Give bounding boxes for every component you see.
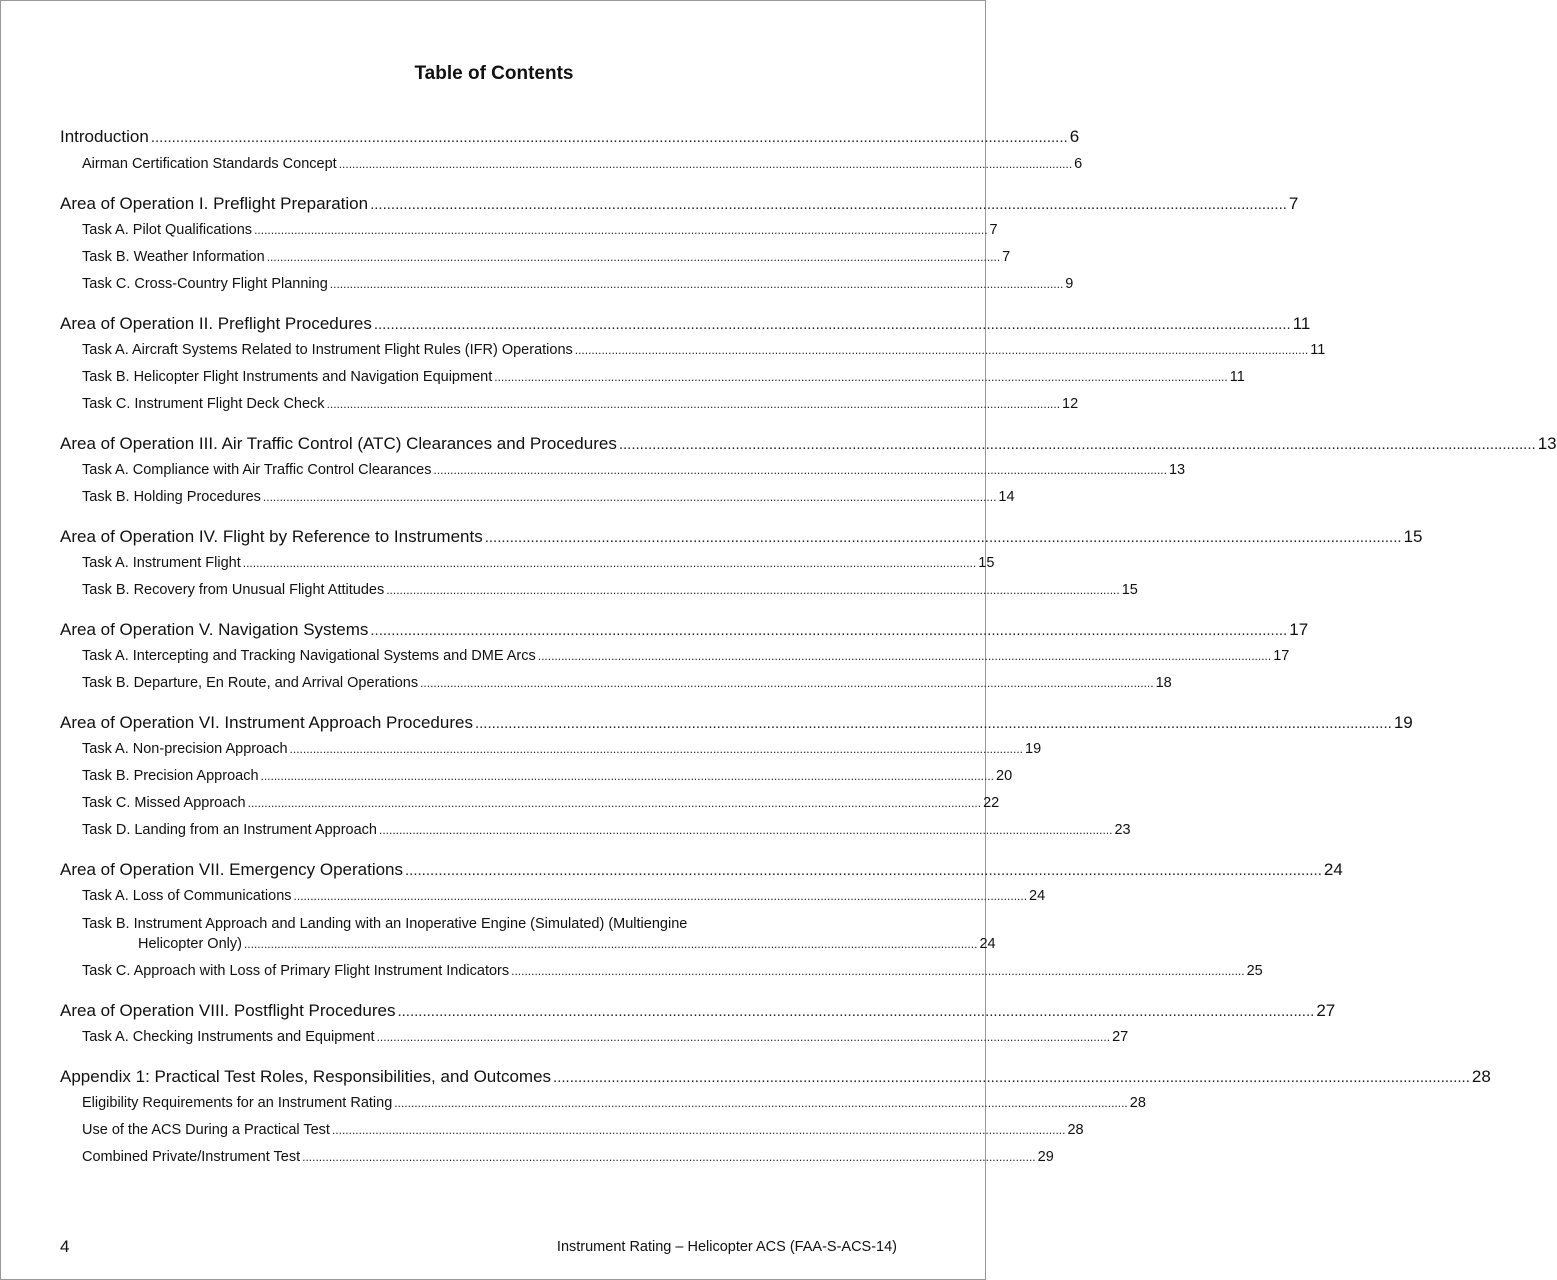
toc-entry-area-7-task-c[interactable] <box>82 963 1263 979</box>
toc-entry-area-7[interactable] <box>60 860 1343 880</box>
toc-entry-area-6-task-a[interactable] <box>82 741 1042 757</box>
toc-entry-introduction[interactable] <box>60 127 1080 147</box>
toc-entry-label: Area of Operation IV. Flight by Reference to Instruments <box>60 527 483 546</box>
toc-entry-label: Task C. Approach with Loss of Primary Flight Instrument Indicators <box>82 963 510 979</box>
dot-leader: ............................................................................................................................................................................................................................ <box>302 1150 1036 1164</box>
toc-page-number: 13 <box>1537 434 1557 453</box>
toc-page-number: 28 <box>1129 1095 1146 1111</box>
toc-entry-area-1-task-b[interactable] <box>82 249 1011 265</box>
footer-document-title: Instrument Rating – Helicopter ACS (FAA-S-ACS-14) <box>556 1239 897 1255</box>
toc-entry-area-1-task-c[interactable] <box>82 276 1074 292</box>
toc-entry-area-2-task-a[interactable] <box>82 342 1326 358</box>
toc-entry-area-2-task-b[interactable] <box>82 369 1245 385</box>
toc-entry-label: Task A. Instrument Flight <box>82 555 241 571</box>
toc-page-number: 27 <box>1112 1029 1129 1045</box>
toc-entry-area-6[interactable] <box>60 713 1413 733</box>
toc-entry-label: Area of Operation VI. Instrument Approach Procedures <box>60 713 473 732</box>
dot-leader: ............................................................................................................................................................................................................................ <box>242 556 977 570</box>
toc-page-number: 19 <box>1393 713 1413 732</box>
dot-leader: ............................................................................................................................................................................................................................ <box>338 157 1073 171</box>
dot-leader: ............................................................................................................................................................................................................................ <box>376 1030 1111 1044</box>
dot-leader: ............................................................................................................................................................................................................................ <box>243 937 978 951</box>
toc-entry-label: Task B. Departure, En Route, and Arrival Operations <box>82 675 419 691</box>
dot-leader: ............................................................................................................................................................................................................................ <box>618 436 1536 453</box>
toc-entry-label: Task C. Missed Approach <box>82 795 246 811</box>
toc-page-number: 14 <box>998 489 1015 505</box>
toc-page-number: 11 <box>1229 369 1245 385</box>
dot-leader: ............................................................................................................................................................................................................................ <box>386 583 1120 597</box>
toc-entry-label: Task B. Holding Procedures <box>82 489 261 505</box>
toc-page-number: 18 <box>1155 675 1172 691</box>
dot-leader: ............................................................................................................................................................................................................................ <box>293 889 1028 903</box>
toc-entry-label: Helicopter Only) <box>138 936 242 952</box>
toc-entry-label: Task B. Helicopter Flight Instruments and Navigation Equipment <box>82 369 493 385</box>
toc-page-number: 17 <box>1289 620 1309 639</box>
toc-page-number: 6 <box>1074 156 1083 172</box>
dot-leader: ............................................................................................................................................................................................................................ <box>326 397 1061 411</box>
toc-entry-label: Task A. Checking Instruments and Equipment <box>82 1029 375 1045</box>
dot-leader: ............................................................................................................................................................................................................................ <box>537 649 1272 663</box>
dot-leader: ............................................................................................................................................................................................................................ <box>405 862 1322 879</box>
toc-entry-area-5-task-a[interactable] <box>82 648 1290 664</box>
toc-page-number: 15 <box>1121 582 1138 598</box>
toc-entry-area-4-task-b[interactable] <box>82 582 1138 598</box>
toc-entry-label: Area of Operation VIII. Postflight Procedures <box>60 1001 396 1020</box>
toc-entry-appendix-1-eligibility[interactable] <box>82 1095 1146 1111</box>
toc-page-number: 11 <box>1292 314 1311 333</box>
toc-entry-area-3-task-a[interactable] <box>82 462 1186 478</box>
toc-entry-label: Task D. Landing from an Instrument Approach <box>82 822 377 838</box>
toc-page-number: 7 <box>1288 194 1299 213</box>
toc-entry-label: Task A. Pilot Qualifications <box>82 222 253 238</box>
toc-entry-label: Airman Certification Standards Concept <box>82 156 337 172</box>
footer-page-number: 4 <box>60 1237 70 1256</box>
toc-entry-label: Area of Operation I. Preflight Preparation <box>60 194 369 213</box>
toc-entry-area-2[interactable] <box>60 314 1311 334</box>
toc-entry-label: Area of Operation V. Navigation Systems <box>60 620 369 639</box>
dot-leader: ............................................................................................................................................................................................................................ <box>433 463 1167 477</box>
toc-page-number: 7 <box>989 222 998 238</box>
toc-entry-area-7-task-a[interactable] <box>82 888 1046 904</box>
toc-entry-area-1-task-a[interactable] <box>82 222 998 238</box>
toc-entry-label: Combined Private/Instrument Test <box>82 1149 301 1165</box>
toc-entry-label: Use of the ACS During a Practical Test <box>82 1122 330 1138</box>
toc-entry-label: Area of Operation II. Preflight Procedures <box>60 314 372 333</box>
toc-entry-label: Task A. Non-precision Approach <box>82 741 288 757</box>
toc-page-number: 24 <box>1323 860 1343 879</box>
toc-page-number: 15 <box>978 555 995 571</box>
toc-page-number: 24 <box>979 936 996 952</box>
toc-entry-area-6-task-d[interactable] <box>82 822 1131 838</box>
toc-entry-label: Task A. Intercepting and Tracking Navigational Systems and DME Arcs <box>82 648 536 664</box>
dot-leader: ............................................................................................................................................................................................................................ <box>254 223 988 237</box>
dot-leader: ............................................................................................................................................................................................................................ <box>397 1003 1315 1020</box>
toc-page-number: 22 <box>983 795 1000 811</box>
toc-entry-label: Eligibility Requirements for an Instrument Rating <box>82 1095 393 1111</box>
toc-page-number: 6 <box>1069 127 1080 146</box>
toc-entry-label: Task B. Precision Approach <box>82 768 259 784</box>
dot-leader: ............................................................................................................................................................................................................................ <box>379 823 1113 837</box>
toc-entry-area-2-task-c[interactable] <box>82 396 1079 412</box>
toc-page-number: 25 <box>1246 963 1263 979</box>
toc-page-number: 9 <box>1065 276 1074 292</box>
toc-entry-area-8[interactable] <box>60 1001 1336 1021</box>
toc-page-number: 19 <box>1025 741 1042 757</box>
toc-entry-area-3[interactable] <box>60 434 1557 454</box>
dot-leader: ............................................................................................................................................................................................................................ <box>331 1123 1066 1137</box>
toc-entry-area-1[interactable] <box>60 194 1299 214</box>
dot-leader: ............................................................................................................................................................................................................................ <box>420 676 1154 690</box>
toc-page-number: 13 <box>1168 462 1186 478</box>
toc-entry-label: Task A. Compliance with Air Traffic Control Clearances <box>82 462 432 478</box>
dot-leader: ............................................................................................................................................................................................................................ <box>262 490 997 504</box>
dot-leader: ............................................................................................................................................................................................................................ <box>494 370 1228 384</box>
toc-entry-area-6-task-b[interactable] <box>82 768 1013 784</box>
dot-leader: ............................................................................................................................................................................................................................ <box>289 742 1024 756</box>
toc-page-number: 7 <box>1002 249 1011 265</box>
toc-page-number: 29 <box>1037 1149 1054 1165</box>
toc-entry-label: Appendix 1: Practical Test Roles, Responsibilities, and Outcomes <box>60 1067 552 1086</box>
toc-entry-area-6-task-c[interactable] <box>82 795 1000 811</box>
toc-entry-appendix-1-use-of-acs[interactable] <box>82 1122 1084 1138</box>
toc-entry-label: Introduction <box>60 127 149 146</box>
toc-entry-area-4[interactable] <box>60 527 1423 547</box>
dot-leader: ............................................................................................................................................................................................................................ <box>484 529 1402 546</box>
dot-leader: ............................................................................................................................................................................................................................ <box>370 196 1287 213</box>
toc-entry-area-7-task-b[interactable] <box>138 936 996 952</box>
toc-entry-appendix-1-combined-test[interactable] <box>82 1149 1054 1165</box>
toc-entry-label: Area of Operation III. Air Traffic Control (ATC) Clearances and Procedures <box>60 434 617 453</box>
toc-entry-label: Task B. Recovery from Unusual Flight Attitudes <box>82 582 385 598</box>
dot-leader: ............................................................................................................................................................................................................................ <box>329 277 1064 291</box>
toc-page-number: 28 <box>1067 1122 1084 1138</box>
toc-page-number: 11 <box>1310 342 1326 358</box>
page-title: Table of Contents <box>414 63 574 84</box>
toc-page-number: 20 <box>996 768 1013 784</box>
toc-entry-label: Task C. Cross-Country Flight Planning <box>82 276 328 292</box>
dot-leader: ............................................................................................................................................................................................................................ <box>247 796 982 810</box>
toc-page-number: 15 <box>1403 527 1423 546</box>
dot-leader: ............................................................................................................................................................................................................................ <box>370 622 1288 639</box>
toc-entry-area-5[interactable] <box>60 620 1309 640</box>
toc-entry-label-line1[interactable]: Task B. Instrument Approach and Landing with an Inoperative Engine (Simulated) (Multiengine <box>82 916 688 932</box>
toc-entry-area-5-task-b[interactable] <box>82 675 1172 691</box>
toc-entry-area-8-task-a[interactable] <box>82 1029 1129 1045</box>
dot-leader: ............................................................................................................................................................................................................................ <box>373 316 1291 333</box>
toc-entry-label: Task C. Instrument Flight Deck Check <box>82 396 325 412</box>
dot-leader: ............................................................................................................................................................................................................................ <box>474 715 1392 732</box>
toc-entry-label: Area of Operation VII. Emergency Operations <box>60 860 404 879</box>
toc-entry-acs-concept[interactable] <box>82 156 1083 172</box>
dot-leader: ............................................................................................................................................................................................................................ <box>394 1096 1128 1110</box>
dot-leader: ............................................................................................................................................................................................................................ <box>150 129 1068 146</box>
toc-entry-label: Task B. Weather Information <box>82 249 265 265</box>
toc-page-number: 27 <box>1316 1001 1336 1020</box>
toc-entry-area-4-task-a[interactable] <box>82 555 995 571</box>
toc-page-number: 28 <box>1471 1067 1491 1086</box>
toc-page-number: 23 <box>1114 822 1131 838</box>
dot-leader: ............................................................................................................................................................................................................................ <box>574 343 1309 357</box>
toc-entry-label: Task A. Aircraft Systems Related to Instrument Flight Rules (IFR) Operations <box>82 342 573 358</box>
dot-leader: ............................................................................................................................................................................................................................ <box>260 769 994 783</box>
dot-leader: ............................................................................................................................................................................................................................ <box>266 250 1001 264</box>
dot-leader: ............................................................................................................................................................................................................................ <box>553 1069 1470 1086</box>
toc-page-number: 24 <box>1029 888 1046 904</box>
dot-leader: ............................................................................................................................................................................................................................ <box>511 964 1245 978</box>
toc-page-number: 17 <box>1273 648 1290 664</box>
toc-entry-label: Task A. Loss of Communications <box>82 888 292 904</box>
toc-entry-appendix-1[interactable] <box>60 1067 1491 1087</box>
toc-entry-area-3-task-b[interactable] <box>82 489 1015 505</box>
toc-page-number: 12 <box>1062 396 1079 412</box>
